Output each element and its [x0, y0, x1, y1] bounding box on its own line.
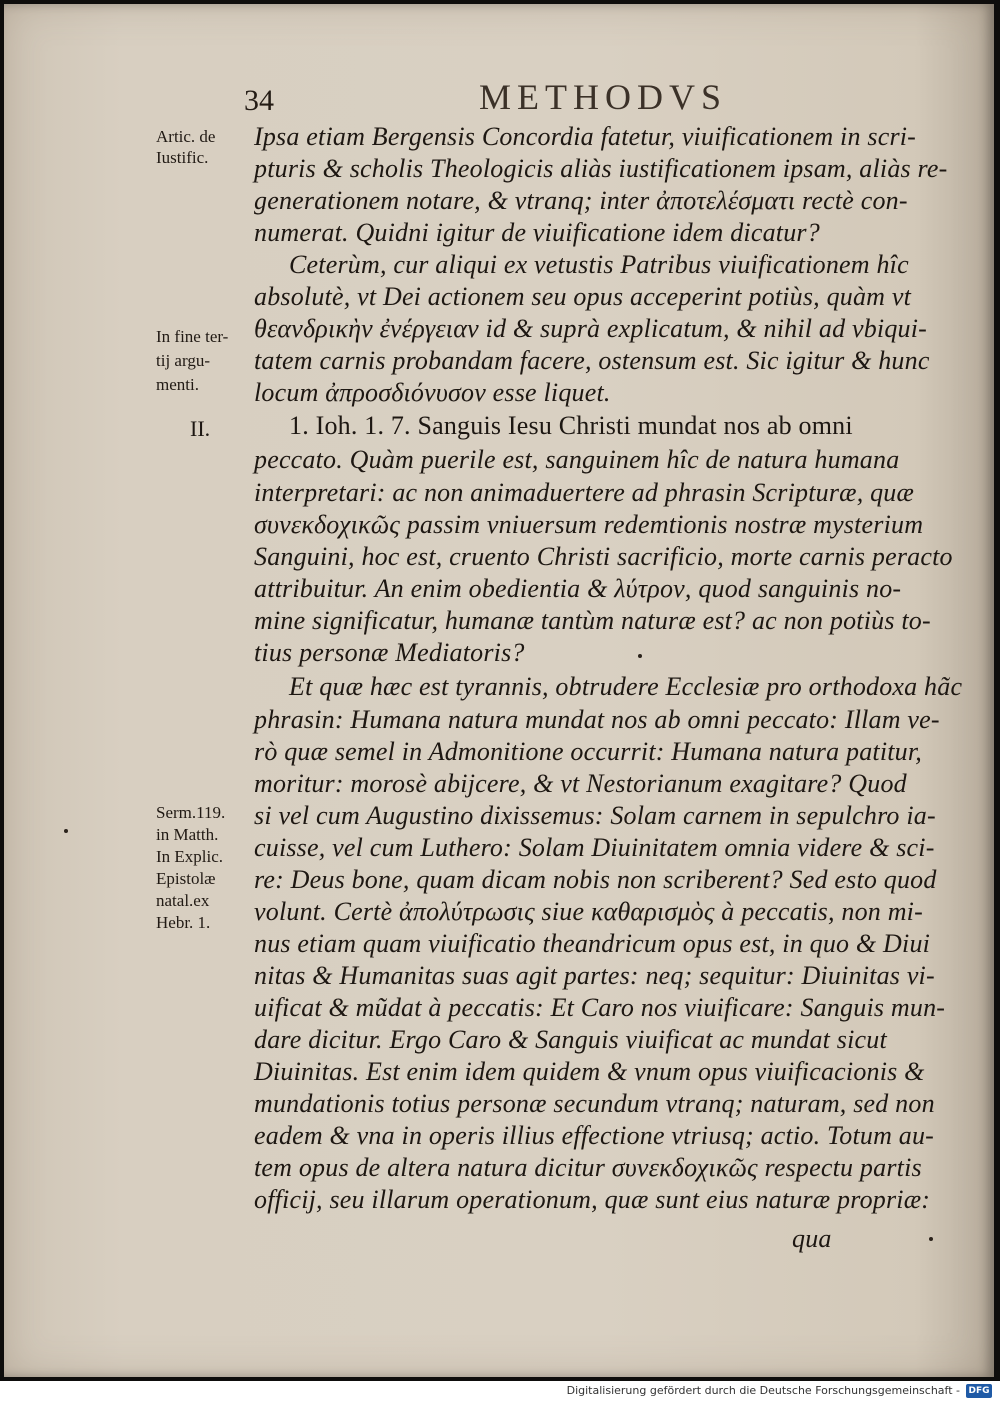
margin-note-in-fine-1: In fine ter-: [156, 327, 229, 346]
text-line: absolutè, vt Dei actionem seu opus acceperint potiùs, quàm vt: [254, 282, 912, 311]
text-line: nus etiam quam viuificatio theandricum opus est, in quo & Diui: [254, 929, 931, 958]
margin-note-in-fine-2: tij argu-: [156, 351, 210, 370]
text-line: moritur: morosè abijcere, & vt Nestorianum exagitare? Quod: [254, 769, 907, 798]
text-line: συνεκδοχικῶς passim vniuersum redemtionis nostræ mysterium: [254, 510, 924, 539]
section-numeral: II.: [190, 416, 211, 441]
text-line: cuisse, vel cum Luthero: Solam Diuinitatem omnia videre & sci-: [254, 833, 935, 862]
text-line: nitas & Humanitas suas agit partes: neq; sequitur: Diuinitas vi-: [254, 961, 935, 990]
text-line: mundationis totius personæ secundum vtranq; naturam, sed non: [254, 1089, 935, 1118]
margin-note-serm-2: in Matth.: [156, 825, 219, 844]
text-line: locum ἀπροσδιόνυσον esse liquet.: [254, 378, 611, 407]
margin-note-serm-1: Serm.119.: [156, 803, 226, 822]
dfg-logo: DFG: [966, 1384, 992, 1398]
text-line: Et quæ hæc est tyrannis, obtrudere Ecclesiæ pro orthodoxa hãc: [289, 672, 963, 701]
text-line: phrasin: Humana natura mundat nos ab omni peccato: Illam ve-: [254, 705, 940, 734]
text-line: 1. Ioh. 1. 7. Sanguis Iesu Christi mundat nos ab omni: [289, 411, 853, 440]
ink-speck: [929, 1237, 933, 1241]
text-line: interpretari: ac non animaduertere ad phrasin Scripturæ, quæ: [254, 478, 915, 507]
text-line: Diuinitas. Est enim idem quidem & vnum opus viuificacionis &: [254, 1057, 925, 1086]
catchword: qua: [792, 1224, 832, 1253]
text-line: volunt. Certè ἀπολύτρωσις siue καθαρισμὸς à peccatis, non mi-: [254, 897, 923, 926]
text-line: eadem & vna in operis illius effectione vtriusq; actio. Totum au-: [254, 1121, 935, 1150]
margin-note-serm-5: natal.ex: [156, 891, 210, 910]
footer-credit: Digitalisierung gefördert durch die Deutsche Forschungsgemeinschaft -: [566, 1384, 960, 1397]
text-line: Ceterùm, cur aliqui ex vetustis Patribus viuificationem hîc: [289, 250, 909, 279]
text-line: officij, seu illarum operationum, quæ sunt eius naturæ propriæ:: [254, 1185, 931, 1214]
text-line: generationem notare, & vtranq; inter ἀποτελέσματι rectè con-: [254, 186, 908, 215]
margin-note-serm-3: In Explic.: [156, 847, 224, 866]
ink-speck: [64, 829, 68, 833]
margin-note-serm-6: Hebr. 1.: [156, 913, 211, 932]
margin-note-artic: Artic. de Iustific.: [156, 127, 216, 167]
text-line: si vel cum Augustino dixissemus: Solam carnem in sepulchro ia-: [254, 801, 936, 830]
text-line: θεανδρικὴν ἐνέργειαν id & suprà explicatum, & nihil ad vbiqui-: [254, 314, 928, 343]
digitization-footer: [0, 1381, 1000, 1402]
margin-note-serm-4: Epistolæ: [156, 869, 216, 888]
text-line: tatem carnis probandam facere, ostensum est. Sic igitur & hunc: [254, 346, 930, 375]
text-line: tius personæ Mediatoris?: [254, 638, 525, 667]
text-line: mine significatur, humanæ tantùm naturæ est? ac non potiùs to-: [254, 606, 931, 635]
running-title: METHODVS: [479, 77, 728, 117]
text-line: rò quæ semel in Admonitione occurrit: Humana natura patitur,: [254, 737, 923, 766]
text-line: Sanguini, hoc est, cruento Christi sacrificio, morte carnis peracto: [254, 542, 953, 571]
page-number: 34: [244, 84, 274, 117]
ink-speck: [638, 654, 642, 658]
margin-note-in-fine-3: menti.: [156, 375, 199, 394]
text-line: attribuitur. An enim obedientia & λύτρον, quod sanguinis no-: [254, 574, 902, 603]
text-line: Ipsa etiam Bergensis Concordia fatetur, viuificationem in scri-: [254, 122, 917, 151]
text-line: tem opus de altera natura dicitur συνεκδοχικῶς respectu partis: [254, 1153, 922, 1182]
text-line: numerat. Quidni igitur de viuificatione idem dicatur?: [254, 218, 820, 247]
book-page: [4, 4, 994, 1377]
text-line: uificat & mũdat à peccatis: Et Caro nos viuificare: Sanguis mun-: [254, 993, 946, 1022]
text-line: pturis & scholis Theologicis aliàs iustificationem ipsam, aliàs re-: [254, 154, 948, 183]
text-line: peccato. Quàm puerile est, sanguinem hîc de natura humana: [254, 445, 900, 474]
text-line: re: Deus bone, quam dicam nobis non scriberent? Sed esto quod: [254, 865, 937, 894]
text-line: dare dicitur. Ergo Caro & Sanguis viuificat ac mundat sicut: [254, 1025, 887, 1054]
